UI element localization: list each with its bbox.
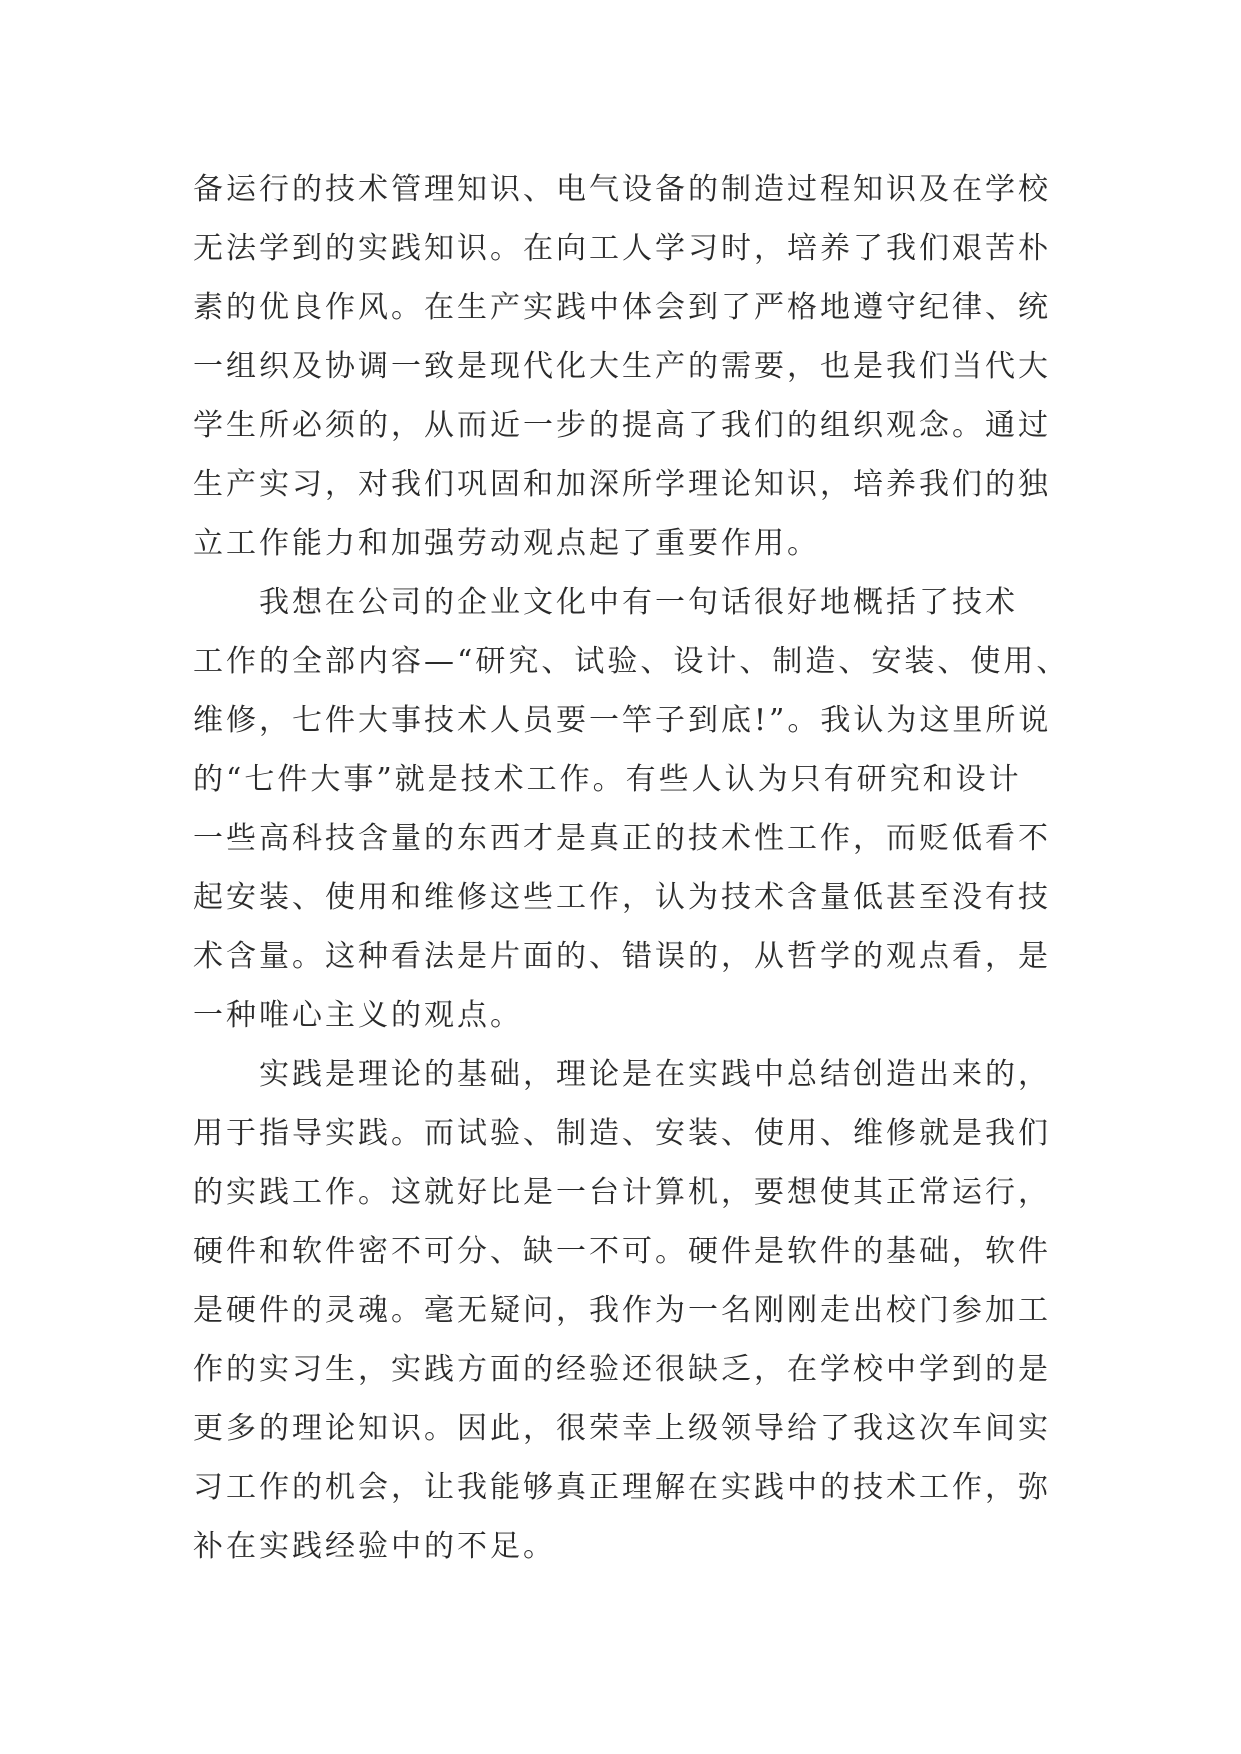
text-line: 用于指导实践。而试验、制造、安装、使用、维修就是我们	[193, 1116, 1051, 1151]
text-line: 立工作能力和加强劳动观点起了重要作用。	[193, 526, 820, 561]
text-line: 术含量。这种看法是片面的、错误的，从哲学的观点看，是	[193, 939, 1051, 974]
text-line: 更多的理论知识。因此，很荣幸上级领导给了我这次车间实	[193, 1411, 1051, 1446]
text-line: 作的实习生，实践方面的经验还很缺乏，在学校中学到的是	[193, 1352, 1051, 1387]
text-line: 无法学到的实践知识。在向工人学习时，培养了我们艰苦朴	[193, 231, 1051, 266]
text-line-first: 实践是理论的基础，理论是在实践中总结创造出来的，	[259, 1057, 1051, 1092]
text-line: 学生所必须的，从而近一步的提高了我们的组织观念。通过	[193, 408, 1051, 443]
document-body	[193, 160, 1070, 1576]
text-line: 起安装、使用和维修这些工作，认为技术含量低甚至没有技	[193, 880, 1051, 915]
text-line: 素的优良作风。在生产实践中体会到了严格地遵守纪律、统	[193, 290, 1051, 325]
text-line: 一组织及协调一致是现代化大生产的需要，也是我们当代大	[193, 349, 1051, 384]
paragraph-3	[193, 1045, 1057, 1576]
text-line: 生产实习，对我们巩固和加深所学理论知识，培养我们的独	[193, 467, 1051, 502]
text-line: 的“七件大事”就是技术工作。有些人认为只有研究和设计	[193, 762, 1022, 797]
text-line: 是硬件的灵魂。毫无疑问，我作为一名刚刚走出校门参加工	[193, 1293, 1051, 1328]
text-line: 习工作的机会，让我能够真正理解在实践中的技术工作，弥	[193, 1470, 1051, 1505]
text-line-first: 我想在公司的企业文化中有一句话很好地概括了技术	[259, 585, 1018, 620]
text-line: 一种唯心主义的观点。	[193, 998, 523, 1033]
paragraph-2	[193, 573, 1070, 1045]
text-line: 补在实践经验中的不足。	[193, 1529, 556, 1564]
text-line: 硬件和软件密不可分、缺一不可。硬件是软件的基础，软件	[193, 1234, 1051, 1269]
text-line: 的实践工作。这就好比是一台计算机，要想使其正常运行，	[193, 1175, 1051, 1210]
text-line: 工作的全部内容—“研究、试验、设计、制造、安装、使用、	[193, 644, 1070, 679]
text-line: 维修，七件大事技术人员要一竿子到底!”。我认为这里所说	[193, 703, 1052, 738]
paragraph-1	[193, 160, 1057, 573]
text-line: 备运行的技术管理知识、电气设备的制造过程知识及在学校	[193, 172, 1051, 207]
text-line: 一些高科技含量的东西才是真正的技术性工作，而贬低看不	[193, 821, 1051, 856]
